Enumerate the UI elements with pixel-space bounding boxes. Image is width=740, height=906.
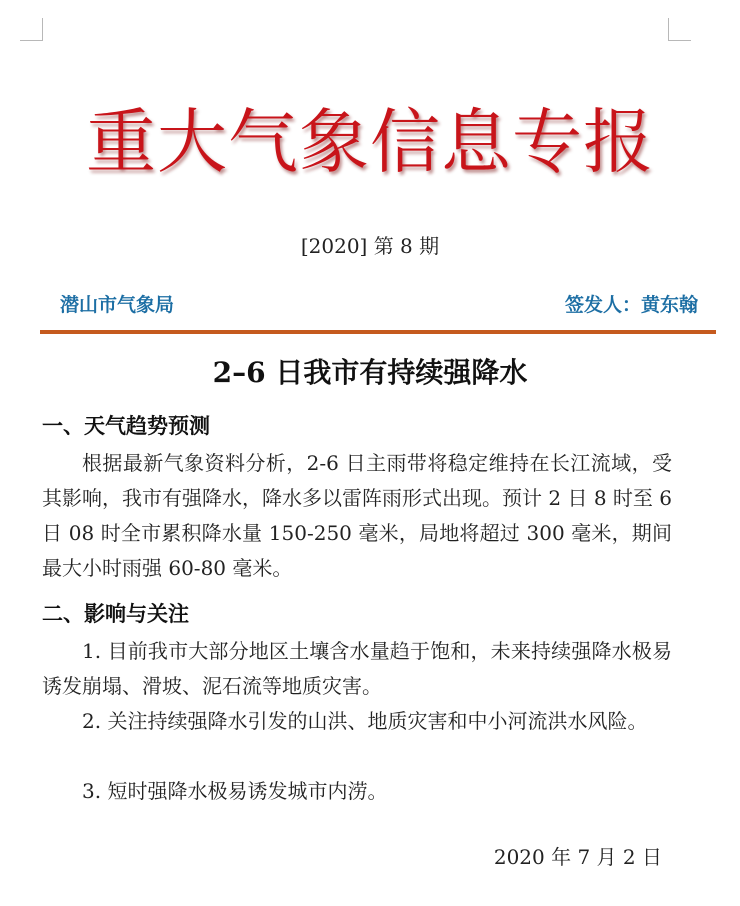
section-heading-impacts: 二、影响与关注 — [42, 601, 189, 626]
crop-mark-top-left — [20, 18, 43, 41]
section-heading-forecast: 一、天气趋势预测 — [42, 413, 210, 438]
article-headline: 2–6 日我市有持续强降水 — [212, 356, 528, 389]
issue-date: 2020 年 7 月 2 日 — [493, 845, 662, 869]
organization-name: 潜山市气象局 — [60, 294, 175, 316]
masthead-title: 重大气象信息专报 — [86, 101, 654, 183]
signer-label: 签发人：黄东翰 — [564, 294, 698, 316]
header-row — [60, 290, 698, 320]
header-divider — [40, 330, 716, 334]
forecast-paragraph: 根据最新气象资料分析，2-6 日主雨带将稳定维持在长江流域，受其影响，我市有强降水，降水多以雷阵雨形式出现。预计 2 日 8 时至 6 日 08 时全市累积降水量 150-250 毫米，局地将超过 300 毫米，期间最大小时雨强 60-80 毫米。 — [42, 451, 672, 580]
impact-item-3: 3. 短时强降水极易诱发城市内涝。 — [82, 779, 388, 803]
impact-item-1: 1. 目前我市大部分地区土壤含水量趋于饱和，未来持续强降水极易诱发崩塌、滑坡、泥石流等地质灾害。 — [42, 639, 672, 698]
impact-item-2: 2. 关注持续强降水引发的山洪、地质灾害和中小河流洪水风险。 — [82, 709, 648, 733]
crop-mark-top-right — [668, 18, 691, 41]
issue-number: [2020] 第 8 期 — [300, 234, 440, 258]
